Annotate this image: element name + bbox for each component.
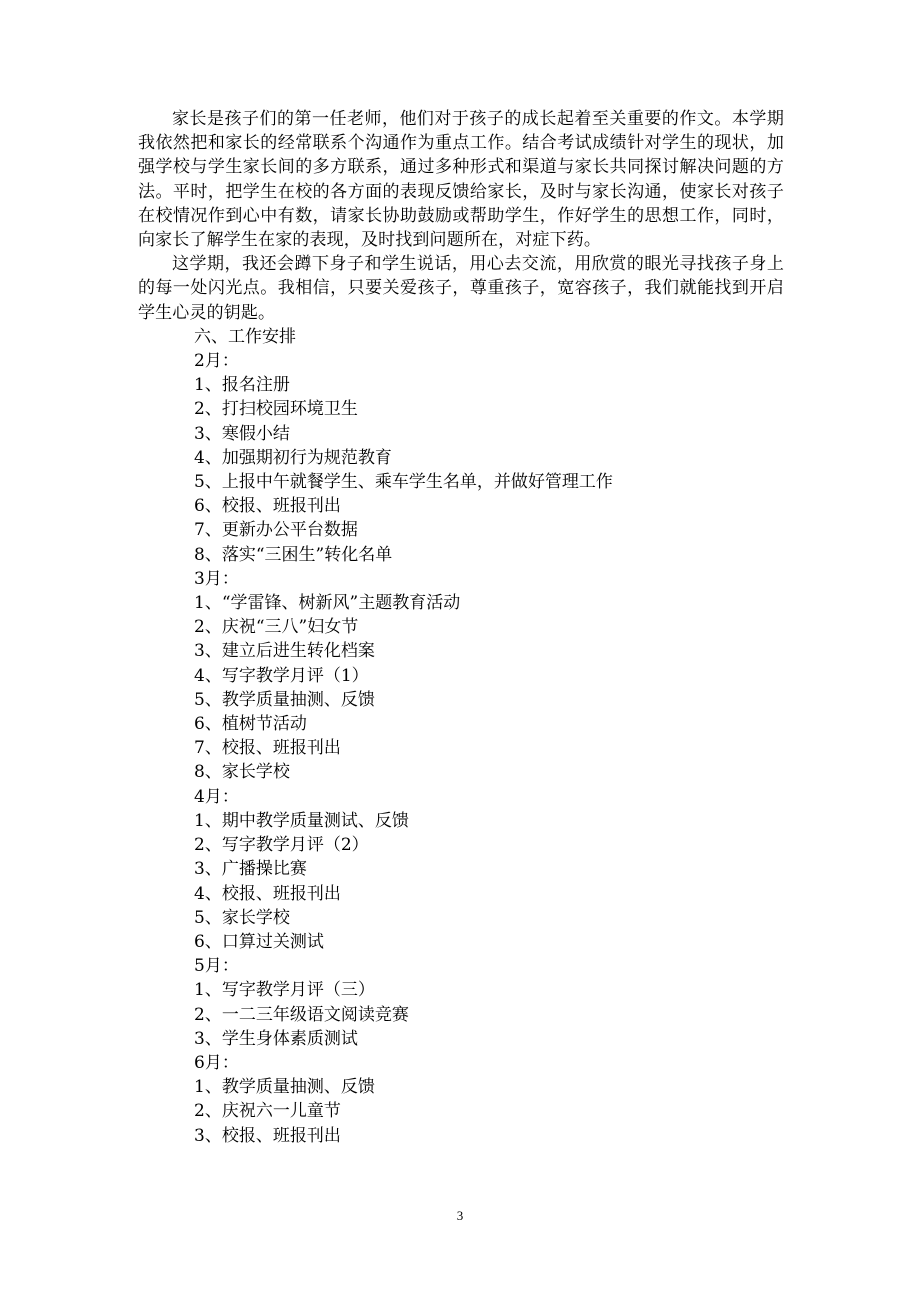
- schedule-month-apr: [138, 785, 784, 954]
- schedule-month-mar: [138, 567, 784, 785]
- list-item: 3、校报、班报刊出: [194, 1125, 341, 1146]
- list-item: 2、庆祝六一儿童节: [194, 1101, 341, 1122]
- list-item: 2、写字教学月评（2）: [194, 835, 369, 856]
- list-item: 4、写字教学月评（1）: [194, 665, 369, 686]
- list-item: 7、校报、班报刊出: [194, 738, 341, 759]
- list-item: 3、学生身体素质测试: [194, 1028, 358, 1049]
- list-item: 2、打扫校园环境卫生: [194, 399, 358, 420]
- list-item: 3、建立后进生转化档案: [194, 641, 375, 662]
- list-item: 8、家长学校: [194, 762, 290, 783]
- list-item: 1、教学质量抽测、反馈: [194, 1077, 375, 1098]
- list-item: 8、落实“三困生”转化名单: [194, 544, 393, 565]
- list-item: 6、口算过关测试: [194, 931, 324, 952]
- month-heading: 5月：: [194, 956, 239, 977]
- list-item: 1、写字教学月评（三）: [194, 980, 375, 1001]
- list-item: 1、“学雷锋、树新风”主题教育活动: [194, 593, 461, 614]
- section-heading: 六、工作安排: [194, 326, 296, 347]
- list-item: 5、教学质量抽测、反馈: [194, 689, 375, 710]
- list-item: 3、广播操比赛: [194, 859, 307, 880]
- page-content: [138, 107, 784, 1148]
- list-item: 5、家长学校: [194, 907, 290, 928]
- schedule-month-feb: [138, 349, 784, 567]
- body-paragraph: 这学期，我还会蹲下身子和学生说话，用心去交流，用欣赏的眼光寻找孩子身上的每一处闪光点。我相信，只要关爱孩子，尊重孩子，宽容孩子，我们就能找到开启学生心灵的钥匙。: [138, 254, 784, 323]
- list-item: 2、一二三年级语文阅读竞赛: [194, 1004, 409, 1025]
- month-heading: 2月：: [194, 351, 239, 372]
- list-item: 5、上报中午就餐学生、乘车学生名单，并做好管理工作: [194, 472, 613, 493]
- schedule-month-jun: [138, 1051, 784, 1148]
- list-item: 4、加强期初行为规范教育: [194, 447, 392, 468]
- list-item: 6、校报、班报刊出: [194, 496, 341, 517]
- body-paragraph: 家长是孩子们的第一任老师，他们对于孩子的成长起着至关重要的作文。本学期我依然把和家长的经常联系个沟通作为重点工作。结合考试成绩针对学生的现状，加强学校与学生家长间的多方联系，通过多种形式和渠道与家长共同探讨解决问题的方法。平时，把学生在校的各方面的表现反馈给家长，及时与家长沟通，使家长对孩子在校情况作到心中有数，请家长协助鼓励或帮助学生，作好学生的思想工作，同时，向家长了解学生在家的表现，及时找到问题所在，对症下药。: [138, 109, 784, 251]
- list-item: 3、寒假小结: [194, 423, 290, 444]
- list-item: 1、期中教学质量测试、反馈: [194, 810, 409, 831]
- schedule-month-may: [138, 954, 784, 1051]
- list-item: 6、植树节活动: [194, 714, 307, 735]
- page-number: 3: [456, 1208, 464, 1223]
- list-item: 4、校报、班报刊出: [194, 883, 341, 904]
- month-heading: 6月：: [194, 1052, 239, 1073]
- list-item: 7、更新办公平台数据: [194, 520, 358, 541]
- list-item: 1、报名注册: [194, 375, 290, 396]
- month-heading: 4月：: [194, 786, 239, 807]
- list-item: 2、庆祝“三八”妇女节: [194, 617, 359, 638]
- month-heading: 3月：: [194, 568, 239, 589]
